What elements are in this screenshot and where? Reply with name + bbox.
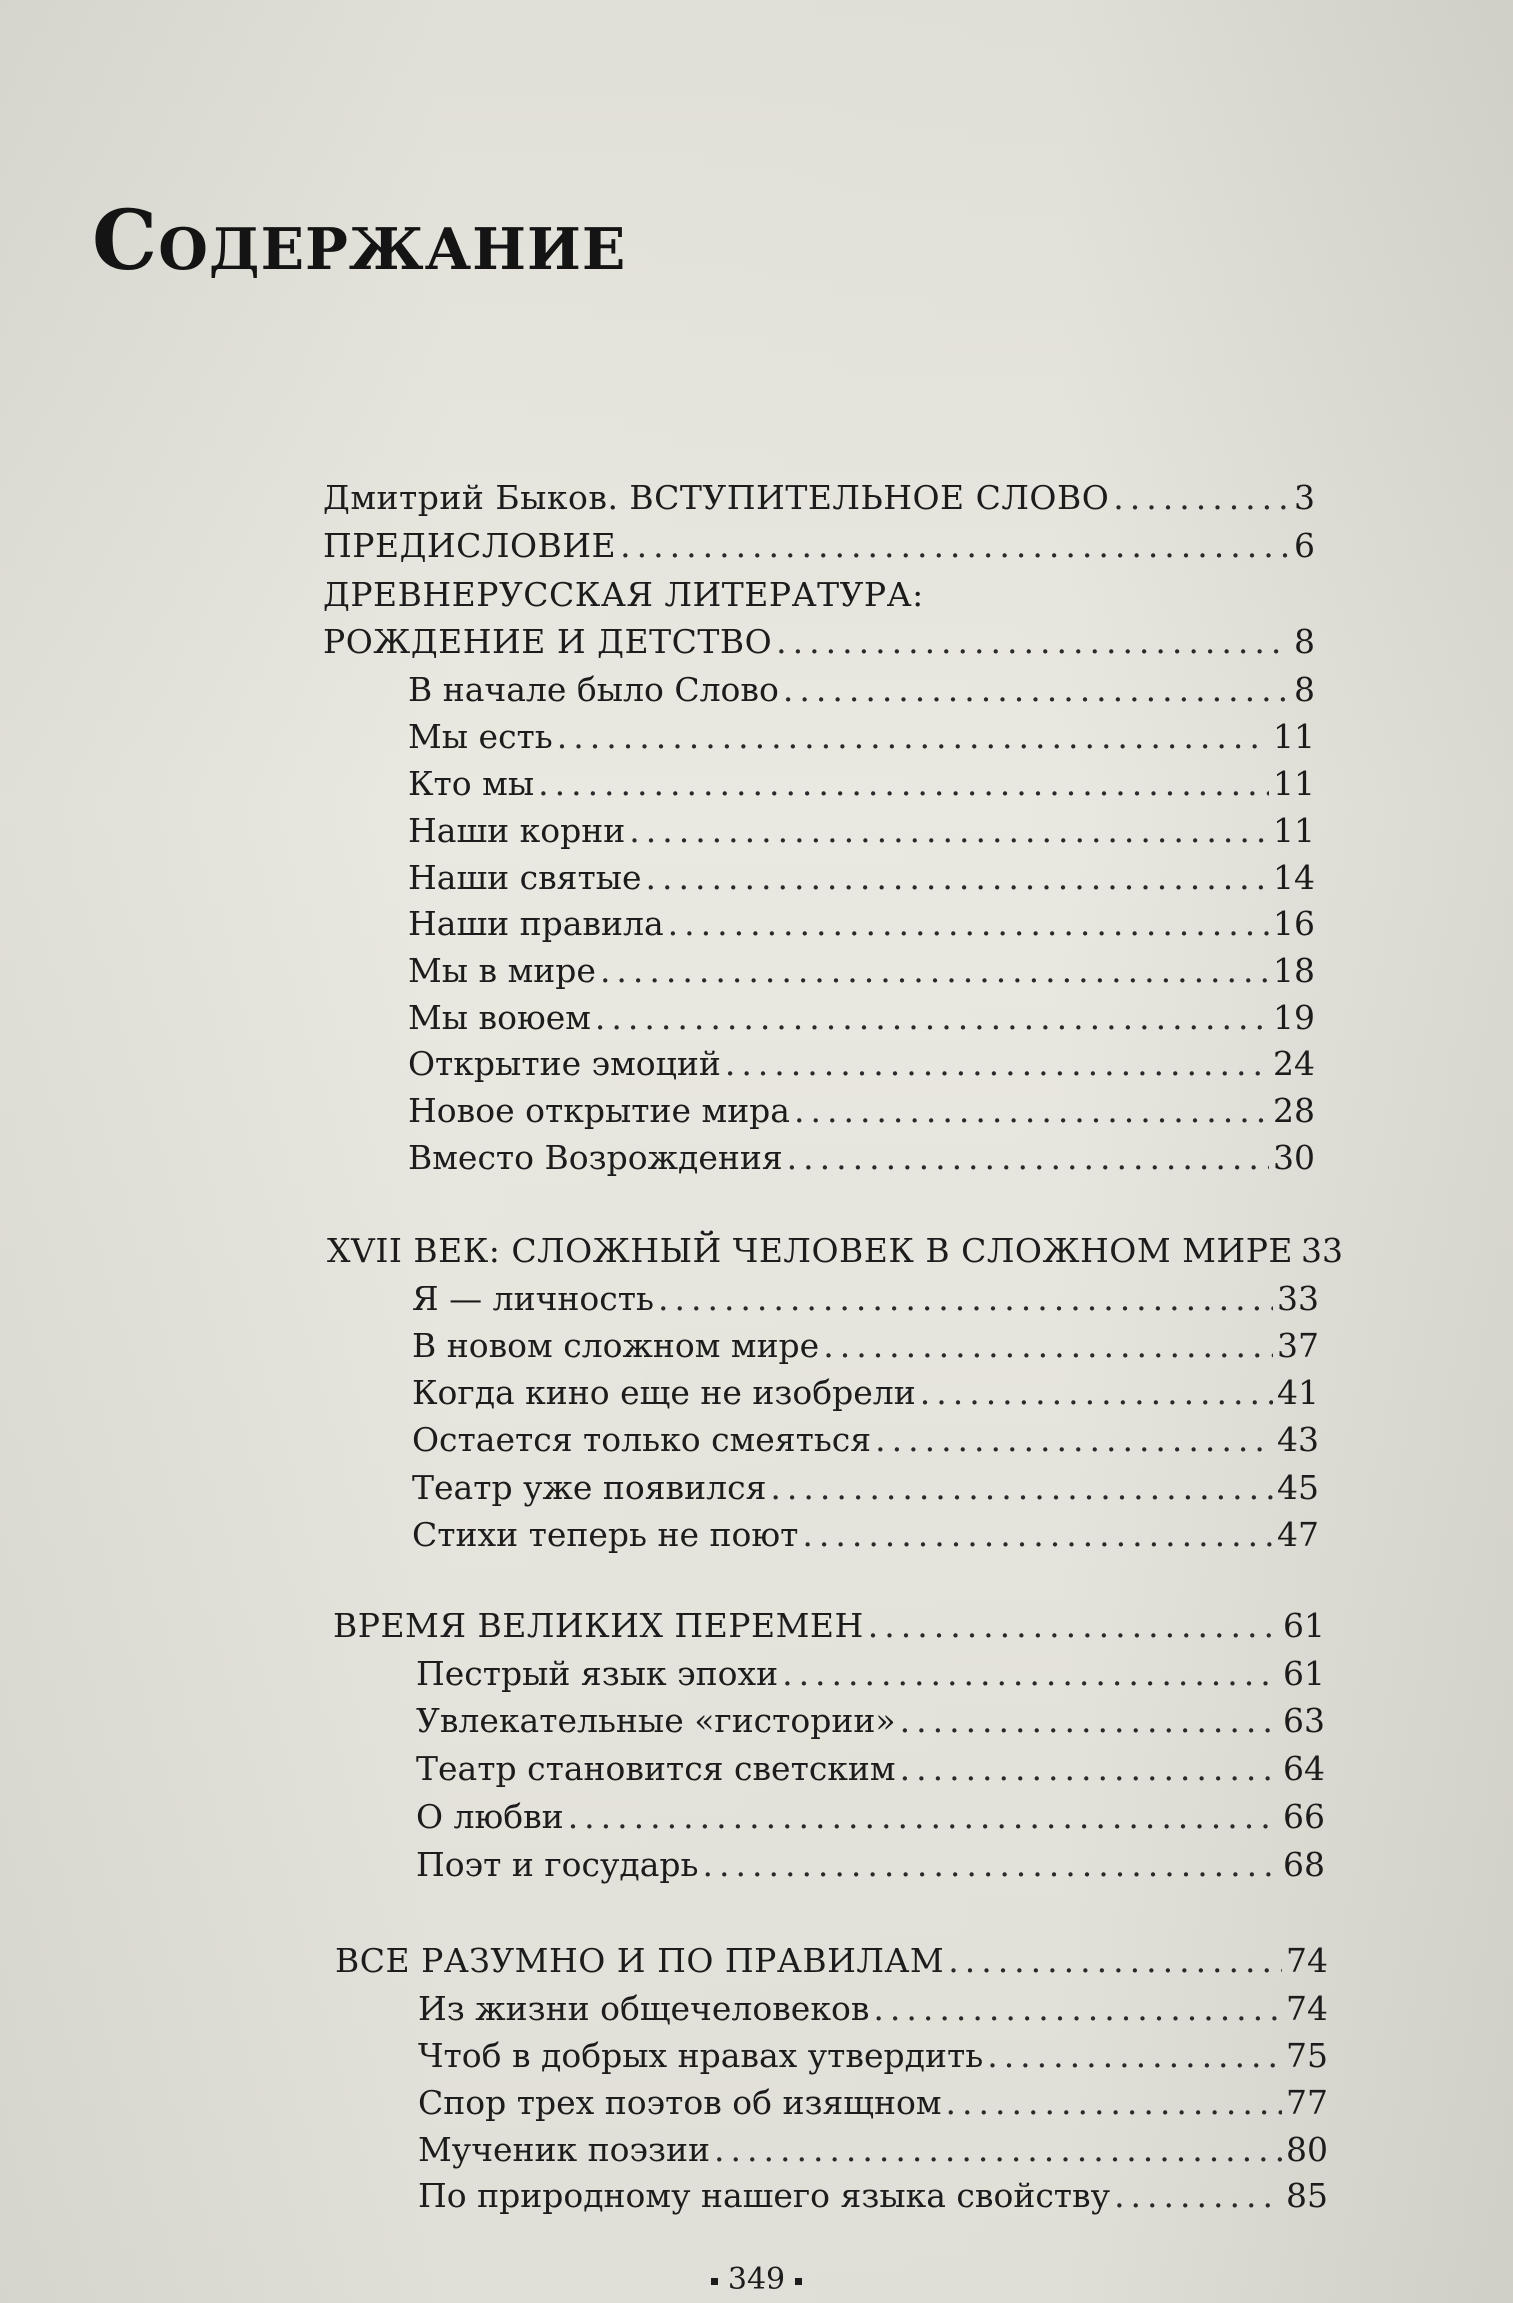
toc-entry (412, 1468, 1319, 1508)
toc-entry-label: Остается только смеяться (412, 1420, 872, 1459)
toc-leader-dots (600, 951, 1269, 991)
toc-entry-label: Вместо Возрождения (408, 1138, 783, 1177)
toc-leader-dots (538, 764, 1269, 804)
toc-leader-dots (646, 858, 1269, 898)
toc-leader-dots (783, 670, 1290, 710)
toc-entry (412, 1420, 1319, 1460)
toc-entry-page: 45 (1277, 1468, 1319, 1507)
page-number: 349 (727, 2262, 786, 2297)
toc-entry-page: 28 (1273, 1091, 1315, 1130)
toc-entry-page: 43 (1277, 1420, 1319, 1459)
toc-entry-page: 74 (1286, 1989, 1328, 2028)
toc-leader-dots (770, 1468, 1273, 1508)
footer-square-right (795, 2278, 802, 2285)
toc-leader-dots (568, 1797, 1279, 1837)
toc-entry-page: 11 (1273, 764, 1315, 803)
toc-entry (412, 1326, 1319, 1366)
toc-leader-dots (1114, 2176, 1282, 2216)
toc-entry-page: 77 (1286, 2083, 1328, 2122)
toc-entry-label: Я — личность (412, 1279, 654, 1318)
toc-entry (408, 904, 1315, 944)
toc-leader-dots (787, 1138, 1269, 1178)
toc-entry-page: 33 (1301, 1231, 1343, 1270)
toc-leader-dots (946, 2083, 1282, 2123)
toc-leader-dots (873, 1989, 1282, 2029)
toc-entry-label: Спор трех поэтов об изящном (418, 2083, 942, 2122)
toc-entry-page: 6 (1294, 526, 1315, 565)
toc-entry-page: 80 (1286, 2130, 1328, 2169)
toc-leader-dots (920, 1373, 1273, 1413)
toc-entry (323, 622, 1315, 662)
toc-entry-label: Увлекательные «гистории» (416, 1701, 896, 1740)
toc-entry (418, 2130, 1328, 2170)
toc-entry (412, 1373, 1319, 1413)
toc-leader-dots (875, 1420, 1273, 1460)
toc-entry-label: По природному нашего языка свойству (418, 2176, 1111, 2215)
toc-entry-label: Мученик поэзии (418, 2130, 710, 2169)
toc-entry-label: Когда кино еще не изобрели (412, 1373, 916, 1412)
toc-entry-label: ВСЕ РАЗУМНО И ПО ПРАВИЛАМ (335, 1941, 945, 1980)
toc-entry (323, 526, 1315, 566)
toc-leader-dots (658, 1279, 1273, 1319)
toc-entry-page: 64 (1283, 1749, 1325, 1788)
toc-entry-label: Наши корни (408, 811, 626, 850)
toc-entry-page: 8 (1294, 622, 1315, 661)
toc-entry-label: Кто мы (408, 764, 535, 803)
toc-entry-label: Новое открытие мира (408, 1091, 790, 1130)
toc-entry (408, 670, 1315, 710)
toc-leader-dots (714, 2130, 1282, 2170)
toc-leader-dots (620, 526, 1290, 566)
toc-entry (408, 1138, 1315, 1178)
toc-entry-label: XVII ВЕК: СЛОЖНЫЙ ЧЕЛОВЕК В СЛОЖНОМ МИРЕ (327, 1231, 1293, 1270)
toc-entry-page: 11 (1273, 811, 1315, 850)
toc-leader-dots (948, 1941, 1282, 1981)
toc-leader-dots (1113, 478, 1290, 518)
toc-entry-label: Чтоб в добрых нравах утвердить (418, 2036, 984, 2075)
toc-leader-dots (900, 1701, 1279, 1741)
toc-entry-label: ДРЕВНЕРУССКАЯ ЛИТЕРАТУРА: (323, 575, 924, 614)
toc-leader-dots (725, 1044, 1269, 1084)
toc-entry-page: 66 (1283, 1797, 1325, 1836)
page-title: Содержание (92, 193, 627, 289)
toc-entry-label: Наши святые (408, 858, 642, 897)
toc-entry-label: Стихи теперь не поют (412, 1515, 799, 1554)
toc-entry-page: 47 (1277, 1515, 1319, 1554)
toc-entry (408, 858, 1315, 898)
toc-entry-page: 8 (1294, 670, 1315, 709)
toc-leader-dots (868, 1606, 1279, 1646)
toc-leader-dots (794, 1091, 1269, 1131)
toc-leader-dots (557, 717, 1269, 757)
toc-entry-label: Дмитрий Быков. ВСТУПИТЕЛЬНОЕ СЛОВО (323, 478, 1110, 517)
toc-entry (323, 478, 1315, 518)
toc-entry-label: ВРЕМЯ ВЕЛИКИХ ПЕРЕМЕН (333, 1606, 864, 1645)
toc-entry (323, 575, 1315, 615)
toc-entry-page: 11 (1273, 717, 1315, 756)
page-footer (0, 2262, 1513, 2298)
toc-entry-label: В начале было Слово (408, 670, 779, 709)
toc-entry-label: ПРЕДИСЛОВИЕ (323, 526, 617, 565)
toc-entry-page: 37 (1277, 1326, 1319, 1365)
toc-leader-dots (703, 1845, 1280, 1885)
toc-entry (412, 1515, 1319, 1555)
toc-entry (335, 1941, 1328, 1981)
toc-entry-label: Поэт и государь (416, 1845, 699, 1884)
toc-leader-dots (776, 622, 1290, 662)
toc-entry-label: Наши правила (408, 904, 664, 943)
toc-leader-dots (782, 1654, 1279, 1694)
toc-entry-label: Из жизни общечеловеков (418, 1989, 870, 2028)
toc-entry (408, 764, 1315, 804)
toc-entry (408, 1091, 1315, 1131)
toc-entry (408, 717, 1315, 757)
toc-entry (412, 1279, 1319, 1319)
toc-leader-dots (629, 811, 1269, 851)
toc-entry (418, 2083, 1328, 2123)
toc-entry-page: 18 (1273, 951, 1315, 990)
toc-entry-page: 63 (1283, 1701, 1325, 1740)
toc-entry-page: 85 (1286, 2176, 1328, 2215)
toc-entry-page: 61 (1283, 1654, 1325, 1693)
toc-entry-page: 19 (1273, 998, 1315, 1037)
toc-entry (327, 1231, 1343, 1271)
toc-entry-page: 14 (1273, 858, 1315, 897)
toc-entry-label: Пестрый язык эпохи (416, 1654, 779, 1693)
toc-entry (418, 2036, 1328, 2076)
toc-entry-page: 75 (1286, 2036, 1328, 2075)
toc-entry (416, 1797, 1325, 1837)
footer-square-left (711, 2278, 718, 2285)
toc-entry (416, 1845, 1325, 1885)
toc-entry-page: 74 (1286, 1941, 1328, 1980)
toc-entry (408, 811, 1315, 851)
toc-entry-page: 68 (1283, 1845, 1325, 1884)
toc-entry-page: 16 (1273, 904, 1315, 943)
toc-entry-page: 41 (1277, 1373, 1319, 1412)
toc-entry (408, 1044, 1315, 1084)
toc-entry-label: Мы в мире (408, 951, 596, 990)
toc-leader-dots (802, 1515, 1273, 1555)
toc-entry-label: Театр уже появился (412, 1468, 767, 1507)
toc-leader-dots (823, 1326, 1273, 1366)
toc-entry (408, 998, 1315, 1038)
toc-leader-dots (987, 2036, 1282, 2076)
toc-entry-label: Открытие эмоций (408, 1044, 721, 1083)
toc-entry-label: В новом сложном мире (412, 1326, 820, 1365)
toc-leader-dots (900, 1749, 1279, 1789)
toc-entry (416, 1749, 1325, 1789)
toc-entry-label: О любви (416, 1797, 564, 1836)
toc-entry (408, 951, 1315, 991)
toc-entry (416, 1701, 1325, 1741)
toc-entry (418, 2176, 1328, 2216)
toc-entry-page: 24 (1273, 1044, 1315, 1083)
toc-entry-label: Мы воюем (408, 998, 591, 1037)
toc-entry-label: Мы есть (408, 717, 553, 756)
toc-entry (416, 1654, 1325, 1694)
toc-leader-dots (595, 998, 1269, 1038)
toc-entry (333, 1606, 1325, 1646)
toc-entry-label: РОЖДЕНИЕ И ДЕТСТВО (323, 622, 773, 661)
toc-entry-page: 33 (1277, 1279, 1319, 1318)
toc-entry-page: 3 (1294, 478, 1315, 517)
toc-entry (418, 1989, 1328, 2029)
toc-entry-page: 61 (1283, 1606, 1325, 1645)
toc-entry-label: Театр становится светским (416, 1749, 896, 1788)
toc-entry-page: 30 (1273, 1138, 1315, 1177)
toc-leader-dots (668, 904, 1269, 944)
